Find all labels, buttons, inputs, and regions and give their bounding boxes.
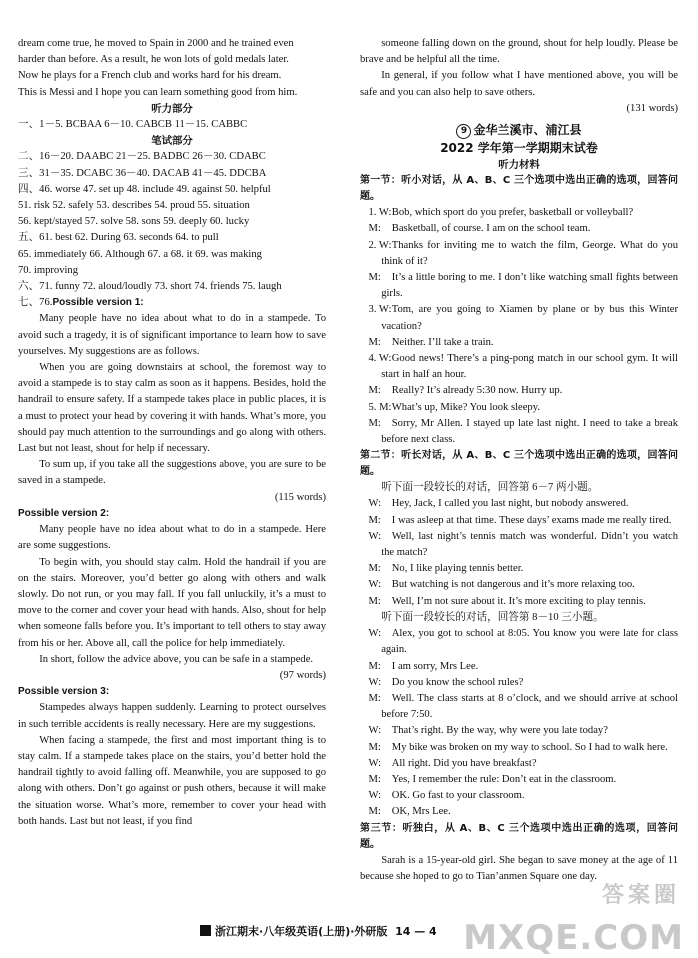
book-icon [200,925,211,936]
watermark [463,883,690,958]
dialogue-text: Good news! There’s a ping-pong match in our school gym. It will start in half an hour. [381,353,678,381]
answer-line: 六、71. funny 72. aloud/loudly 73. short 74. friends 75. laugh [18,281,282,293]
speaker-label: M: [368,773,381,785]
answer-line: 56. kept/stayed 57. solve 58. sons 59. deeply 60. lucky [18,216,250,228]
essay-paragraph: In short, follow the advice above, you can be safe in a stampede. [39,653,314,665]
dialogue-line [360,756,678,772]
dialogue-line [360,496,678,512]
speaker-label: M: [368,385,381,397]
dialogue-line [360,561,678,577]
page-number: 14 — 4 [395,925,437,938]
speaker-label: M: [368,417,381,429]
dialogue-text: Well, I’m not sure about it. It’s more exciting to play tennis. [391,595,646,607]
watermark-cn: 答案圈 [601,883,680,908]
watermark-en: MXQE.COM [463,917,684,958]
dialogue-text: Well. The class starts at 8 o’clock, and we should arrive at school before 7:50. [381,692,678,721]
dialogue-line [360,270,678,302]
school-title [360,121,678,139]
dialogue-text: Bob, which sport do you prefer, basketball or volleyball? [391,207,634,219]
dialogue-text: Sorry, Mr Allen. I stayed up late last night. I need to take a break before next class. [381,417,678,446]
footer-title: 浙江期末·八年级英语(上册)·外研版 [215,925,388,938]
speaker-label: M: [368,563,381,575]
dialogue-line [360,335,678,351]
listening-heading: 听力部分 [151,102,193,115]
dialogue-text: Hey, Jack, I called you last night, but nobody answered. [391,498,629,510]
answer-line: 一、1－5. BCBAA 6－10. CABCB 11－15. CABBC [18,119,248,131]
answer-line: 五、61. best 62. During 63. seconds 64. to pull [18,232,219,244]
dialogue-text: Do you know the school rules? [391,676,524,688]
speaker-label: W: [368,725,382,737]
speaker-label: 1. W: [368,207,392,219]
dialogue-text: I was asleep at that time. These days’ exams made me really tired. [391,514,672,526]
dialogue-text: No, I like playing tennis better. [391,563,524,575]
dialogue-text: But watching is not dangerous and it’s more relaxing too. [391,579,635,591]
dialogue-text: It’s a little boring to me. I don’t like watching small fights between girls. [381,272,678,300]
written-heading: 笔试部分 [151,135,193,148]
essay-paragraph: When facing a stampede, the first and most important thing is to stay calm. If a stampede takes place on the stairs, you’d better hold the handrail tightly to avoid falling off. Meanwhile, you are supposed to go along with others. Don’t go against or push others, because it will make the situation worse. What’s more, remember to cover your head with both hands. Last but not least, if you find [18,734,326,827]
intro-line: This is Messi and I hope you can learn something good from him. [18,86,298,98]
dialogue-block [360,626,678,820]
dialogue-line [360,740,678,756]
dialogue-line [360,691,678,723]
intro-line: harder than before. As a result, he won lots of gold medals later. [18,54,289,66]
right-column [360,36,678,885]
dialogue-line [360,383,678,399]
dialogue-text: I am sorry, Mrs Lee. [391,660,479,672]
version-2-label: Possible version 2: [18,507,110,519]
answer-line: 二、16－20. DAABC 21－25. BADBC 26－30. CDABC [18,151,266,163]
dialogue-line [360,594,678,610]
speaker-label: 4. W: [368,353,392,365]
intro-line: Now he plays for a French club and works hard for his dream. [18,70,282,82]
dialogue-line [360,626,678,658]
essay-paragraph: someone falling down on the ground, shout for help loudly. Please be brave and be helpful all the time. [360,38,678,66]
dialogue-line [360,659,678,675]
dialogue-text: Neither. I’ll take a train. [391,336,494,348]
answer-line: 三、31－35. DCABC 36－40. DACAB 41－45. DDCBA [18,167,267,179]
section-intro: 听下面一段较长的对话，回答第 8－10 三小题。 [381,611,604,623]
speaker-label: M: [368,660,381,672]
dialogue-block [360,496,678,609]
essay-paragraph: Many people have no idea about what to do in a stampede. Here are some suggestions. [18,524,326,552]
section-1-heading: 第一节：听小对话，从 A、B、C 三个选项中选出正确的选项，回答问题。 [360,175,678,203]
dialogue-line [360,804,678,820]
speaker-label: M: [368,741,381,753]
dialogue-text: Basketball, of course. I am on the school team. [391,223,591,235]
dialogue-line [360,302,678,334]
dialogue-line [360,205,678,221]
speaker-label: M: [368,806,381,818]
dialogue-line [360,351,678,383]
dialogue-text: OK. Go fast to your classroom. [391,790,525,802]
essay-paragraph: To sum up, if you take all the suggestions above, you are sure to be saved in a stampede. [18,459,326,487]
school-name: 金华兰溪市、浦江县 [473,123,582,138]
page-footer [200,924,500,942]
speaker-label: W: [368,790,382,802]
dialogue-text: What’s up, Mike? You look sleepy. [391,401,540,413]
dialogue-text: Thanks for inviting me to watch the film, George. What do you think of it? [381,239,678,267]
speaker-label: W: [368,498,382,510]
question-number: 七、76. [18,297,53,309]
dialogue-line [360,529,678,561]
speaker-label: W: [368,757,382,769]
speaker-label: W: [368,579,382,591]
speaker-label: M: [368,336,381,348]
dialogue-line [360,577,678,593]
speaker-label: M: [368,595,381,607]
version-label: Possible version 1: [52,297,144,309]
dialogue-line [360,238,678,270]
word-count: (97 words) [279,669,326,681]
dialogue-text: Really? It’s already 5:30 now. Hurry up. [391,385,563,397]
intro-line: dream come true, he moved to Spain in 2000 and he trained even [18,38,294,49]
exam-title: 2022 学年第一学期期末试卷 [440,141,598,156]
speaker-label: W: [368,530,382,542]
dialogue-text: That’s right. By the way, why were you late today? [391,725,608,737]
speaker-label: 3. W: [368,304,392,316]
answer-line: 51. risk 52. safely 53. describes 54. proud 55. situation [18,200,250,212]
dialogue-text: Alex, you got to school at 8:05. You know you were late for class again. [381,628,678,656]
dialogue-line [360,723,678,739]
essay-paragraph: When you are going downstairs at school, the foremost way to avoid a stampede is to stay calm as soon as it happens. Besides, hold the handrail to ensure safety. If a stampede takes place in public places, it is a must to protect your head by covering it with hands. What’s more, you should pay much attention to the surroundings and go along with others. Last but not least, shout for help if necessary. [18,362,326,455]
speaker-label: 5. M: [368,401,392,413]
material-heading: 听力材料 [498,159,540,172]
dialogue-text: Well, last night’s tennis match was wonderful. Didn’t you watch the match? [381,530,678,559]
section-3-heading: 第三节：听独白，从 A、B、C 三个选项中选出正确的选项，回答问题。 [360,822,678,850]
speaker-label: 2. W: [368,239,392,251]
dialogue-text: Tom, are you going to Xiamen by plane or by bus this Winter vacation? [381,304,678,332]
dialogue-line [360,513,678,529]
dialogue-line [360,416,678,448]
dialogue-line [360,788,678,804]
monologue-paragraph: Sarah is a 15-year-old girl. She began to save money at the age of 11 because she hoped to go to Tian’anmen Square one day. [360,854,678,882]
word-count: (115 words) [274,491,326,503]
answer-line: 65. immediately 66. Although 67. a 68. it 69. was making [18,248,262,260]
speaker-label: M: [368,223,381,235]
dialogue-line [360,675,678,691]
section-2-heading: 第二节：听长对话，从 A、B、C 三个选项中选出正确的选项，回答问题。 [360,450,678,478]
essay-paragraph: In general, if you follow what I have mentioned above, you will be safe and you can also help to save others. [360,70,678,98]
dialogue-text: All right. Did you have breakfast? [391,757,537,769]
section-intro: 听下面一段较长的对话，回答第 6－7 两小题。 [381,482,599,494]
dialogue-text: OK, Mrs Lee. [391,806,451,818]
dialogue-line [360,400,678,416]
essay-paragraph: Stampedes always happen suddenly. Learning to protect ourselves in such terrible accidents is really necessary. Here are my suggestions. [18,702,326,730]
dialogue-text: My bike was broken on my way to school. So I had to walk here. [391,741,668,753]
dialogue-line [360,221,678,237]
answer-line: 70. improving [18,264,79,276]
circle-number: 9 [456,124,471,139]
version-3-label: Possible version 3: [18,686,110,698]
speaker-label: M: [368,692,381,704]
essay-paragraph: To begin with, you should stay calm. Hold the handrail if you are on the stairs. Moreover, you’d better go along with others and walk slowly. Do not run, or you may fall. If you fall unluckily, it’s a must to move to the corner and cover your head with hands. Also, shout for help when someone falls before you. It’s important to tell others to stay away from his or her. Above all, call the police for help immediately. [18,556,326,649]
dialogue-text: Yes, I remember the rule: Don’t eat in the classroom. [391,773,617,785]
essay-paragraph: Many people have no idea about what to do in a stampede. To avoid such a tragedy, it is of significant importance to learn how to save yourselves. My suggestions are as follows. [18,313,326,357]
dialogue-line [360,772,678,788]
speaker-label: M: [368,514,381,526]
speaker-label: W: [368,676,382,688]
word-count: (131 words) [626,102,678,114]
version-1-label [18,295,326,311]
dialogue-block [360,205,678,448]
speaker-label: W: [368,628,382,640]
answer-line: 四、46. worse 47. set up 48. include 49. against 50. helpful [18,183,271,195]
speaker-label: M: [368,272,381,284]
left-column [18,36,326,830]
